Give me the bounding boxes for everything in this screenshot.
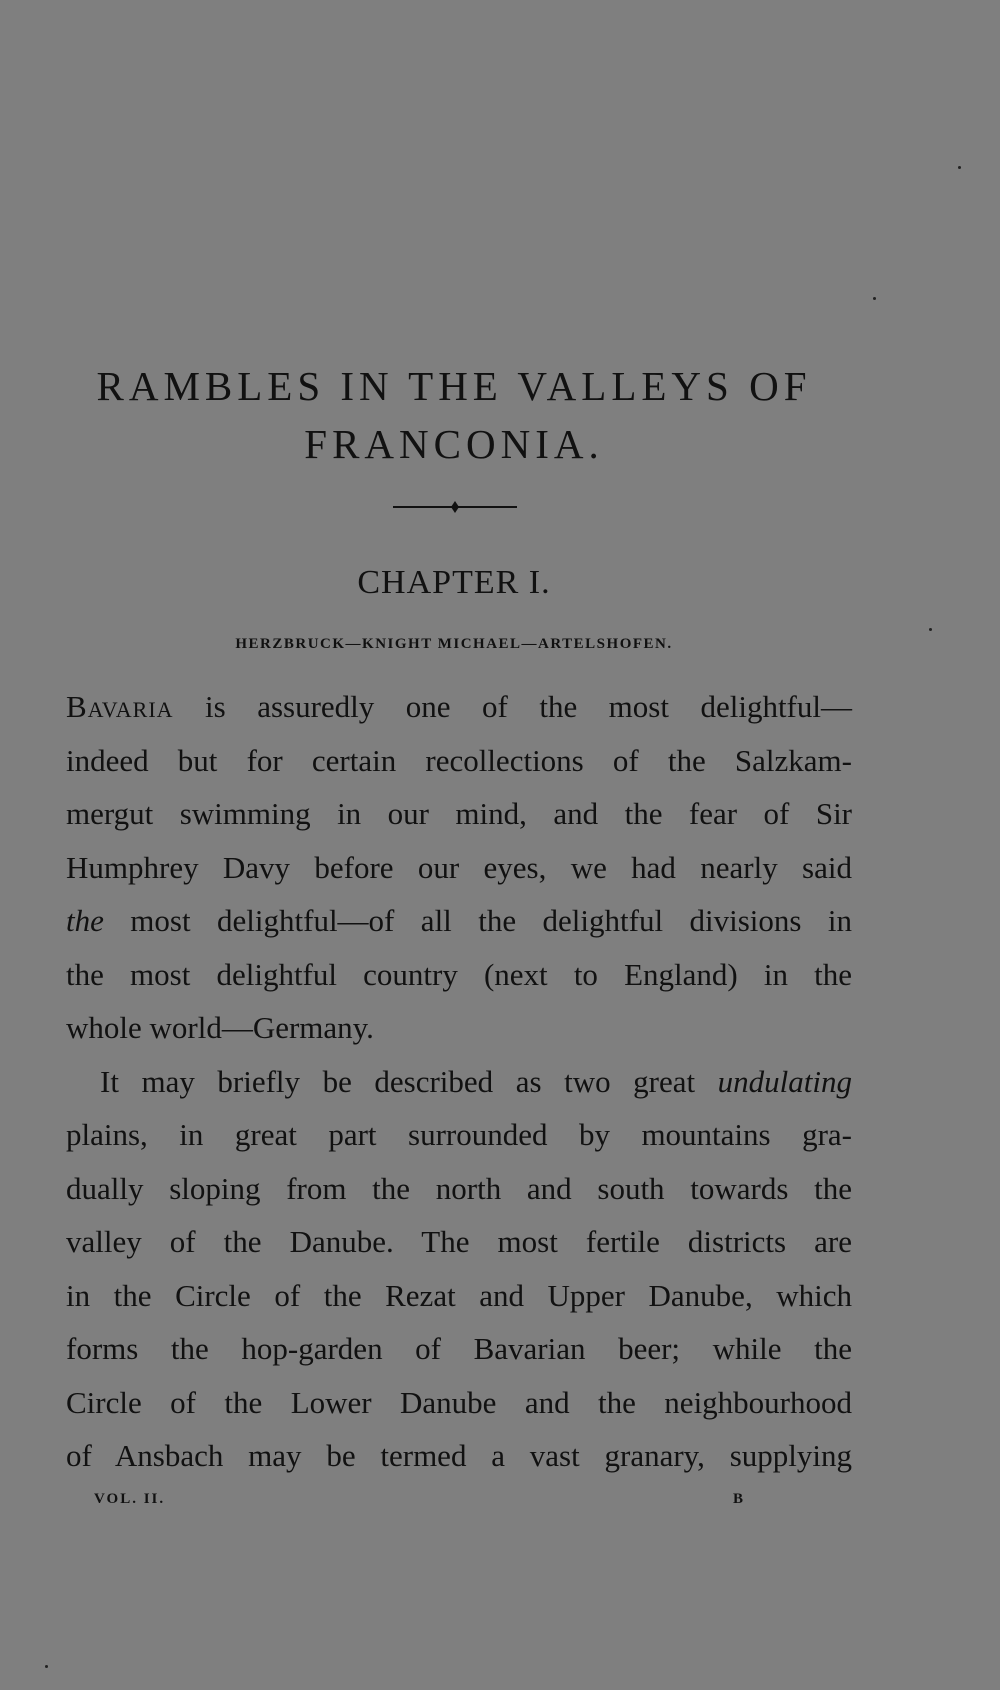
text-fragment: is assuredly one of the most delightful—: [173, 689, 852, 724]
text-line: forms the hop-garden of Bavarian beer; while the: [66, 1331, 852, 1366]
text-line: mergut swimming in our mind, and the fear of Sir: [66, 796, 852, 831]
italic-word: the: [66, 903, 104, 938]
text-line: [66, 894, 852, 948]
book-title-line-2: FRANCONIA.: [304, 421, 604, 467]
chapter-subtitle: HERZBRUCK—KNIGHT MICHAEL—ARTELSHOFEN.: [235, 636, 673, 652]
volume-marker: VOL. II.: [94, 1491, 166, 1507]
text-line: dually sloping from the north and south towards the: [66, 1170, 852, 1206]
text-line: Circle of the Lower Danube and the neighbourhood: [66, 1384, 852, 1420]
text-line: [66, 1055, 852, 1109]
body-text: [66, 680, 852, 1483]
chapter-heading: CHAPTER I.: [357, 564, 551, 601]
text-line: whole world—Germany.: [66, 1010, 374, 1045]
book-title-line-1: RAMBLES IN THE VALLEYS OF: [96, 363, 812, 409]
text-fragment: most delightful—of all the delightful divisions in: [103, 903, 852, 938]
text-line: [66, 680, 852, 734]
text-line: of Ansbach may be termed a vast granary, supplying: [66, 1438, 852, 1473]
text-line: indeed but for certain recollections of the Salzkam-: [66, 742, 852, 778]
text-line: plains, in great part surrounded by mountains gra-: [66, 1117, 852, 1152]
ornament-divider-icon: [393, 498, 517, 516]
scan-speck: [873, 297, 876, 300]
signature-mark: B: [733, 1491, 746, 1507]
text-line: in the Circle of the Rezat and Upper Danube, which: [66, 1277, 852, 1313]
text-line: Humphrey Davy before our eyes, we had nearly said: [66, 849, 852, 885]
text-fragment: It may briefly be described as two great: [100, 1063, 718, 1099]
scan-speck: [958, 166, 961, 169]
scan-speck: [929, 628, 932, 631]
dropcap-word: Bavaria: [66, 689, 174, 724]
scan-speck: [45, 1665, 48, 1668]
italic-word: undulating: [717, 1063, 852, 1099]
text-line: the most delightful country (next to England) in the: [66, 956, 852, 992]
text-line: valley of the Danube. The most fertile districts are: [66, 1224, 852, 1259]
